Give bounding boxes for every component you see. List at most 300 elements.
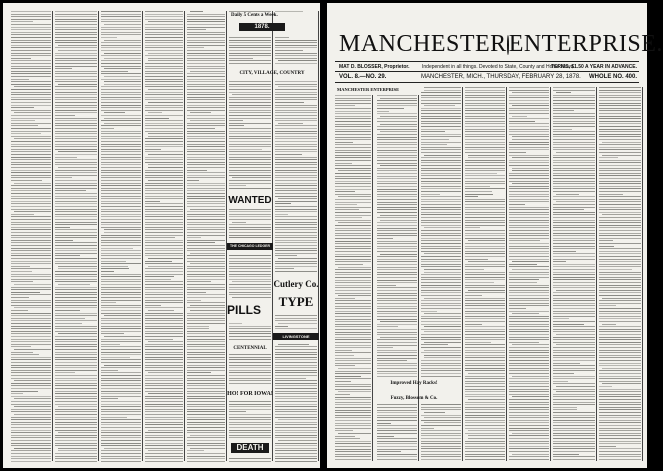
text-line	[421, 217, 461, 218]
text-line	[55, 287, 97, 288]
text-line	[335, 376, 361, 377]
text-line	[509, 386, 549, 387]
text-line	[335, 238, 371, 239]
text-line	[55, 177, 72, 178]
text-line	[275, 170, 317, 171]
text-line	[335, 389, 371, 390]
text-line	[599, 456, 641, 457]
text-line	[509, 357, 549, 358]
text-line	[187, 40, 225, 41]
text-line	[101, 424, 141, 425]
text-line	[187, 115, 225, 116]
text-line	[101, 45, 141, 46]
text-line	[229, 60, 271, 61]
text-line	[509, 331, 549, 332]
text-line	[509, 389, 549, 390]
text-line	[187, 242, 215, 243]
text-line	[556, 92, 571, 93]
text-line	[275, 47, 317, 48]
text-line	[275, 427, 317, 428]
text-line	[553, 303, 595, 304]
text-line	[421, 365, 461, 366]
text-line	[101, 216, 141, 217]
text-line	[145, 190, 183, 191]
text-line	[465, 285, 505, 286]
text-line	[229, 437, 271, 438]
text-line	[55, 367, 97, 368]
text-line	[553, 454, 579, 455]
text-line	[599, 201, 641, 202]
text-line	[187, 131, 225, 132]
text-line	[11, 419, 51, 420]
text-line	[187, 84, 225, 85]
text-line	[553, 438, 595, 439]
text-line	[187, 37, 225, 38]
text-line	[55, 419, 97, 420]
text-line	[187, 300, 201, 301]
text-line	[599, 147, 641, 148]
text-line	[187, 110, 225, 111]
text-line	[229, 404, 271, 405]
text-line	[145, 183, 183, 184]
text-line	[11, 157, 51, 158]
text-line	[421, 329, 461, 330]
text-line	[599, 292, 641, 293]
text-line	[465, 415, 505, 416]
text-line	[190, 11, 203, 12]
text-line	[229, 261, 271, 262]
text-line	[465, 238, 505, 239]
text-line	[421, 420, 461, 421]
text-line	[187, 354, 225, 355]
text-line	[11, 32, 51, 33]
text-line	[232, 281, 271, 282]
text-line	[553, 108, 595, 109]
text-line	[465, 451, 505, 452]
text-line	[553, 443, 595, 444]
text-line	[11, 248, 51, 249]
text-line	[599, 441, 641, 442]
text-line	[11, 302, 51, 303]
text-line	[335, 415, 371, 416]
text-line	[11, 450, 51, 451]
text-line	[556, 386, 595, 387]
text-line	[187, 367, 225, 368]
text-line	[421, 149, 461, 150]
text-line	[229, 227, 271, 228]
text-line	[11, 66, 51, 67]
text-line	[101, 380, 141, 381]
masthead-right: ENTERPRISE.	[508, 31, 663, 57]
text-line	[55, 63, 97, 64]
text-line	[101, 164, 141, 165]
text-line	[377, 144, 417, 145]
text-line	[421, 305, 461, 306]
text-line	[377, 311, 417, 312]
text-line	[101, 411, 141, 412]
text-line	[187, 172, 225, 173]
text-line	[599, 347, 641, 348]
text-line	[377, 267, 417, 268]
text-line	[553, 316, 595, 317]
text-line	[509, 126, 549, 127]
text-line	[377, 423, 391, 424]
text-line	[599, 162, 641, 163]
text-line	[421, 344, 448, 345]
text-line	[338, 170, 371, 171]
text-line	[599, 352, 641, 353]
text-line	[229, 276, 271, 277]
text-line	[58, 450, 97, 451]
text-line	[553, 121, 595, 122]
text-line	[145, 305, 161, 306]
text-line	[11, 16, 51, 17]
text-line	[465, 144, 505, 145]
text-line	[599, 113, 641, 114]
text-line	[145, 125, 183, 126]
column-rule	[52, 11, 53, 461]
text-line	[145, 27, 183, 28]
proprietor-line: MAT D. BLOSSER, Proprietor.	[339, 64, 410, 70]
text-line	[599, 433, 641, 434]
text-line	[101, 105, 141, 106]
text-line	[187, 258, 225, 259]
column-rule	[98, 11, 99, 461]
text-line	[509, 235, 549, 236]
text-line	[55, 261, 97, 262]
text-line	[145, 245, 183, 246]
text-line	[101, 136, 141, 137]
text-line	[187, 370, 225, 371]
text-line	[145, 427, 183, 428]
text-line	[55, 159, 97, 160]
text-line	[11, 300, 51, 301]
text-line	[11, 146, 51, 147]
text-line	[421, 201, 461, 202]
text-line	[509, 95, 549, 96]
text-line	[275, 196, 317, 197]
text-line	[465, 292, 505, 293]
text-line	[55, 131, 97, 132]
text-line	[229, 372, 271, 373]
text-line	[380, 220, 417, 221]
text-line	[377, 243, 417, 244]
text-line	[424, 269, 461, 270]
text-line	[145, 289, 183, 290]
text-line	[335, 311, 371, 312]
text-line	[509, 404, 549, 405]
text-line	[465, 313, 505, 314]
text-line	[145, 40, 183, 41]
text-line	[55, 76, 97, 77]
text-line	[465, 334, 505, 335]
text-line	[11, 63, 51, 64]
column-rule	[642, 87, 643, 461]
text-line	[599, 222, 641, 223]
text-line	[187, 94, 225, 95]
text-line	[465, 170, 505, 171]
text-line	[421, 110, 461, 111]
text-line	[55, 42, 97, 43]
text-line	[421, 441, 461, 442]
text-line	[380, 337, 417, 338]
text-line	[11, 385, 51, 386]
text-line	[101, 97, 141, 98]
text-line	[145, 445, 183, 446]
text-line	[509, 230, 549, 231]
text-line	[14, 406, 51, 407]
text-line	[55, 99, 97, 100]
text-line	[335, 358, 371, 359]
text-line	[229, 224, 271, 225]
text-line	[335, 293, 371, 294]
text-line	[11, 84, 51, 85]
text-line	[101, 417, 127, 418]
text-line	[11, 281, 33, 282]
text-line	[275, 58, 317, 59]
text-line	[377, 209, 417, 210]
text-line	[145, 110, 183, 111]
text-line	[512, 157, 549, 158]
text-line	[377, 176, 417, 177]
text-line	[465, 212, 505, 213]
text-line	[229, 432, 271, 433]
text-line	[11, 201, 51, 202]
text-line	[145, 391, 183, 392]
text-line	[465, 199, 505, 200]
text-line	[11, 357, 51, 358]
text-line	[465, 253, 505, 254]
text-line	[55, 71, 97, 72]
text-line	[335, 186, 371, 187]
text-line	[553, 214, 595, 215]
text-line	[465, 181, 505, 182]
text-line	[509, 129, 549, 130]
text-line	[145, 185, 183, 186]
column-rule	[418, 95, 419, 461]
text-line	[335, 137, 371, 138]
text-line	[187, 292, 206, 293]
text-line	[553, 160, 595, 161]
text-line	[187, 294, 225, 295]
text-line	[275, 385, 317, 386]
text-line	[465, 209, 505, 210]
text-line	[335, 103, 371, 104]
text-line	[187, 268, 225, 269]
text-line	[599, 451, 641, 452]
text-line	[229, 164, 271, 165]
text-line	[145, 172, 183, 173]
text-line	[421, 370, 461, 371]
text-line	[187, 346, 225, 347]
text-line	[229, 120, 243, 121]
text-line	[509, 103, 549, 104]
text-line	[377, 339, 417, 340]
column-rule	[318, 11, 319, 461]
text-line	[11, 198, 51, 199]
text-line	[421, 230, 461, 231]
text-line	[55, 289, 97, 290]
text-line	[55, 310, 80, 311]
text-line	[145, 175, 183, 176]
text-line	[509, 290, 549, 291]
text-line	[101, 34, 141, 35]
text-line	[465, 446, 505, 447]
text-line	[465, 321, 505, 322]
text-line	[599, 95, 641, 96]
text-line	[599, 459, 641, 460]
text-line	[335, 347, 371, 348]
text-line	[55, 73, 97, 74]
text-line	[187, 414, 225, 415]
text-line	[377, 168, 417, 169]
text-line	[335, 251, 371, 252]
text-line	[229, 292, 271, 293]
text-line	[145, 279, 171, 280]
text-line	[275, 227, 317, 228]
text-line	[145, 115, 183, 116]
text-line	[599, 412, 641, 413]
text-line	[187, 232, 225, 233]
masthead-rule-mid	[335, 71, 639, 72]
text-line	[509, 178, 549, 179]
text-line	[11, 107, 34, 108]
text-line	[187, 167, 225, 168]
text-line	[602, 142, 641, 143]
text-line	[599, 300, 641, 301]
text-line	[275, 263, 317, 264]
text-line	[275, 409, 317, 410]
text-line	[509, 118, 549, 119]
text-line	[556, 194, 579, 195]
text-line	[509, 391, 549, 392]
text-line	[229, 110, 271, 111]
text-line	[275, 349, 317, 350]
text-line	[377, 360, 407, 361]
text-line	[275, 206, 317, 207]
text-line	[599, 152, 641, 153]
text-line	[101, 99, 141, 100]
text-line	[275, 396, 317, 397]
text-line	[599, 438, 641, 439]
text-line	[145, 71, 183, 72]
text-line	[509, 443, 549, 444]
text-line	[509, 360, 549, 361]
text-line	[553, 123, 595, 124]
text-line	[377, 451, 401, 452]
text-line	[599, 344, 641, 345]
text-line	[11, 437, 51, 438]
text-line	[377, 371, 417, 372]
text-line	[335, 202, 371, 203]
text-line	[553, 311, 595, 312]
text-line	[11, 81, 51, 82]
text-line	[101, 211, 141, 212]
text-line	[101, 375, 141, 376]
text-line	[101, 235, 141, 236]
text-line	[101, 367, 141, 368]
text-line	[229, 417, 271, 418]
text-line	[275, 131, 317, 132]
text-line	[55, 315, 97, 316]
text-line	[421, 194, 440, 195]
text-line	[11, 388, 51, 389]
text-line	[55, 123, 97, 124]
text-line	[187, 378, 225, 379]
text-line	[377, 222, 417, 223]
text-line	[187, 391, 225, 392]
text-line	[275, 94, 317, 95]
text-line	[509, 417, 549, 418]
text-line	[509, 459, 549, 460]
text-line	[275, 144, 317, 145]
text-line	[335, 111, 371, 112]
text-line	[11, 320, 51, 321]
text-line	[55, 146, 97, 147]
text-line	[187, 118, 225, 119]
text-line	[55, 21, 97, 22]
text-line	[229, 258, 271, 259]
text-line	[377, 121, 417, 122]
text-line	[512, 313, 539, 314]
text-line	[335, 209, 359, 210]
text-line	[55, 68, 72, 69]
text-line	[599, 144, 641, 145]
text-line	[599, 191, 641, 192]
text-line	[11, 242, 51, 243]
right-newspaper-page	[327, 3, 663, 468]
text-line	[11, 339, 51, 340]
text-line	[101, 437, 141, 438]
text-line	[55, 118, 97, 119]
text-line	[275, 404, 317, 405]
text-line	[509, 272, 549, 273]
text-line	[55, 370, 97, 371]
text-line	[145, 66, 183, 67]
text-line	[599, 454, 641, 455]
text-line	[335, 454, 371, 455]
text-line	[187, 68, 225, 69]
text-line	[335, 189, 371, 190]
text-line	[377, 152, 417, 153]
text-line	[465, 90, 505, 91]
text-line	[275, 183, 317, 184]
text-line	[377, 417, 417, 418]
text-line	[148, 167, 183, 168]
text-line	[187, 276, 225, 277]
text-line	[145, 378, 183, 379]
text-line	[145, 367, 183, 368]
text-line	[465, 269, 484, 270]
text-line	[553, 279, 595, 280]
text-line	[55, 242, 97, 243]
text-line	[599, 230, 641, 231]
text-line	[275, 151, 317, 152]
text-line	[509, 368, 549, 369]
text-line	[335, 113, 371, 114]
text-line	[335, 204, 357, 205]
whole-number: WHOLE NO. 400.	[588, 74, 637, 80]
text-line	[101, 287, 141, 288]
text-line	[465, 404, 505, 405]
text-line	[187, 102, 225, 103]
text-line	[335, 274, 371, 275]
text-line	[145, 99, 183, 100]
text-line	[145, 437, 183, 438]
text-line	[335, 355, 354, 356]
text-line	[101, 193, 141, 194]
text-line	[145, 315, 183, 316]
